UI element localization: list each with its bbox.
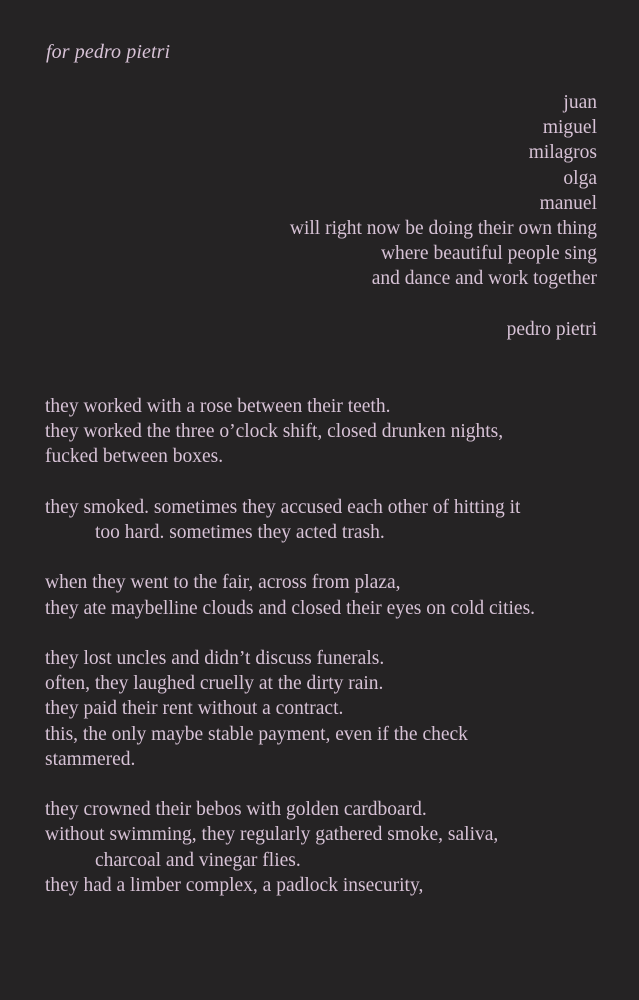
poem-line: often, they laughed cruelly at the dirty rain. <box>45 673 384 695</box>
poem-line: they worked the three o’clock shift, closed drunken nights, <box>45 421 504 443</box>
poem-line: when they went to the fair, across from plaza, <box>45 572 401 594</box>
epigraph-line: will right now be doing their own thing <box>289 218 597 240</box>
stanza <box>45 394 535 470</box>
poem-line: fucked between boxes. <box>45 446 224 468</box>
epigraph-line: where beautiful people sing <box>380 243 597 265</box>
epigraph-attribution: pedro pietri <box>506 318 597 340</box>
poem-line: without swimming, they regularly gathered smoke, saliva, <box>45 824 499 846</box>
poem-line: they paid their rent without a contract. <box>45 698 344 720</box>
epigraph <box>290 90 597 342</box>
epigraph-line: miguel <box>542 117 597 139</box>
poem-line: too hard. sometimes they acted trash. <box>95 522 385 543</box>
epigraph-line: and dance and work together <box>371 268 597 290</box>
stanza <box>45 797 535 898</box>
poem-body <box>45 394 535 923</box>
poem-line: charcoal and vinegar flies. <box>95 849 301 871</box>
poem-line: they had a limber complex, a padlock insecurity, <box>45 874 424 896</box>
poem-line: they crowned their bebos with golden cardboard. <box>45 799 427 821</box>
dedication: for pedro pietri <box>46 41 171 63</box>
poem-line: they smoked. sometimes they accused each other of hitting it <box>45 496 521 518</box>
poem-line: they ate maybelline clouds and closed their eyes on cold cities. <box>45 597 536 619</box>
poem-line: they lost uncles and didn’t discuss funerals. <box>45 647 385 669</box>
poem-line: this, the only maybe stable payment, even if the check <box>45 723 468 745</box>
stanza <box>45 570 535 620</box>
epigraph-line: milagros <box>528 142 597 164</box>
stanza <box>45 646 535 772</box>
epigraph-line: juan <box>563 92 597 113</box>
poem-line: stammered. <box>45 748 136 770</box>
epigraph-line: manuel <box>539 192 597 214</box>
poem-line: they worked with a rose between their teeth. <box>45 396 391 417</box>
epigraph-line: olga <box>563 167 597 189</box>
stanza <box>45 495 535 545</box>
